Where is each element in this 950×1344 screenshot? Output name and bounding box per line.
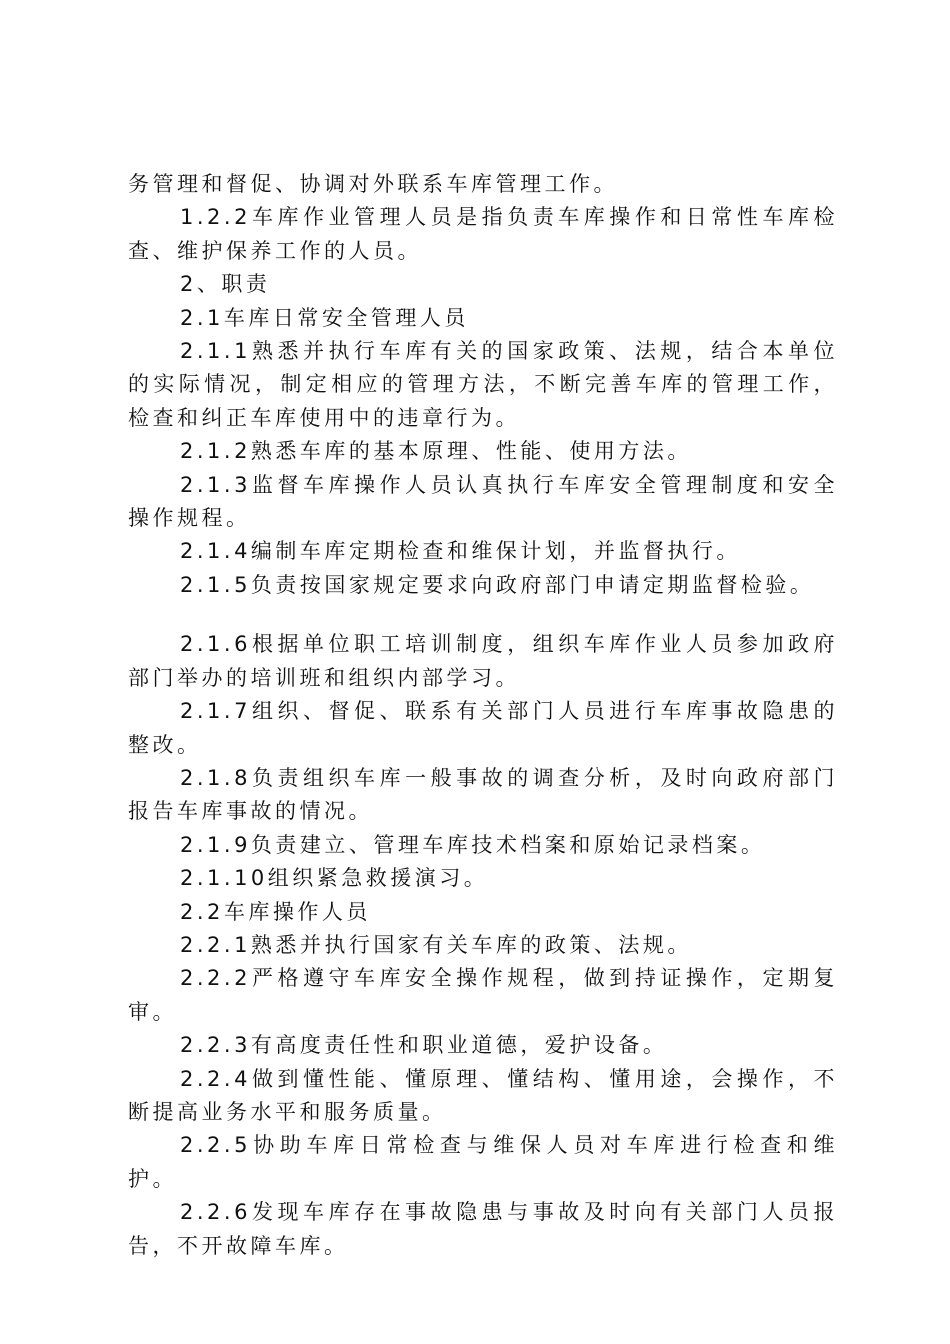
paragraph-2-1-3: 2.1.3监督车库操作人员认真执行车库安全管理制度和安全操作规程。: [128, 472, 838, 531]
paragraph-2-2-6: 2.2.6发现车库存在事故隐患与事故及时向有关部门人员报告，不开故障车库。: [128, 1200, 838, 1258]
paragraph-2-2-3: 2.2.3有高度责任性和职业道德，爱护设备。: [180, 1033, 668, 1058]
paragraph-continuation: 务管理和督促、协调对外联系车库管理工作。: [128, 172, 618, 196]
section-heading-duties: 2、职责: [180, 272, 271, 297]
paragraph-1-2-2: 1.2.2车库作业管理人员是指负责车库操作和日常性车库检查、维护保养工作的人员。: [128, 205, 838, 263]
paragraph-2-1-9: 2.1.9负责建立、管理车库技术档案和原始记录档案。: [180, 832, 766, 857]
paragraph-2-1-1: 2.1.1熟悉并执行车库有关的国家政策、法规，结合本单位的实际情况，制定相应的管理方法，不断完善车库的管理工作，检查和纠正车库使用中的违章行为。: [128, 339, 838, 430]
paragraph-2-1-5: 2.1.5负责按国家规定要求向政府部门申请定期监督检验。: [180, 572, 815, 597]
paragraph-2-2-4: 2.2.4做到懂性能、懂原理、懂结构、懂用途，会操作，不断提高业务水平和服务质量。: [128, 1066, 838, 1124]
paragraph-2-1-10: 2.1.10组织紧急救援演习。: [180, 866, 489, 891]
paragraph-2-1-6: 2.1.6根据单位职工培训制度，组织车库作业人员参加政府部门举办的培训班和组织内部学习。: [128, 632, 838, 690]
paragraph-spacer: [128, 602, 838, 628]
paragraph-2-1-2: 2.1.2熟悉车库的基本原理、性能、使用方法。: [180, 439, 692, 464]
paragraph-2-1-7: 2.1.7组织、督促、联系有关部门人员进行车库事故隐患的整改。: [128, 699, 838, 757]
subsection-heading-2-2: 2.2车库操作人员: [180, 899, 371, 924]
document-body: [128, 168, 838, 1263]
paragraph-2-1-4: 2.1.4编制车库定期检查和维保计划，并监督执行。: [180, 539, 741, 564]
paragraph-2-2-1: 2.2.1熟悉并执行国家有关车库的政策、法规。: [180, 932, 692, 957]
paragraph-2-2-5: 2.2.5协助车库日常检查与维保人员对车库进行检查和维护。: [128, 1133, 838, 1191]
paragraph-2-1-8: 2.1.8负责组织车库一般事故的调查分析，及时向政府部门报告车库事故的情况。: [128, 765, 838, 824]
paragraph-2-2-2: 2.2.2严格遵守车库安全操作规程，做到持证操作，定期复审。: [128, 966, 838, 1024]
subsection-heading-2-1: 2.1车库日常安全管理人员: [180, 305, 469, 330]
